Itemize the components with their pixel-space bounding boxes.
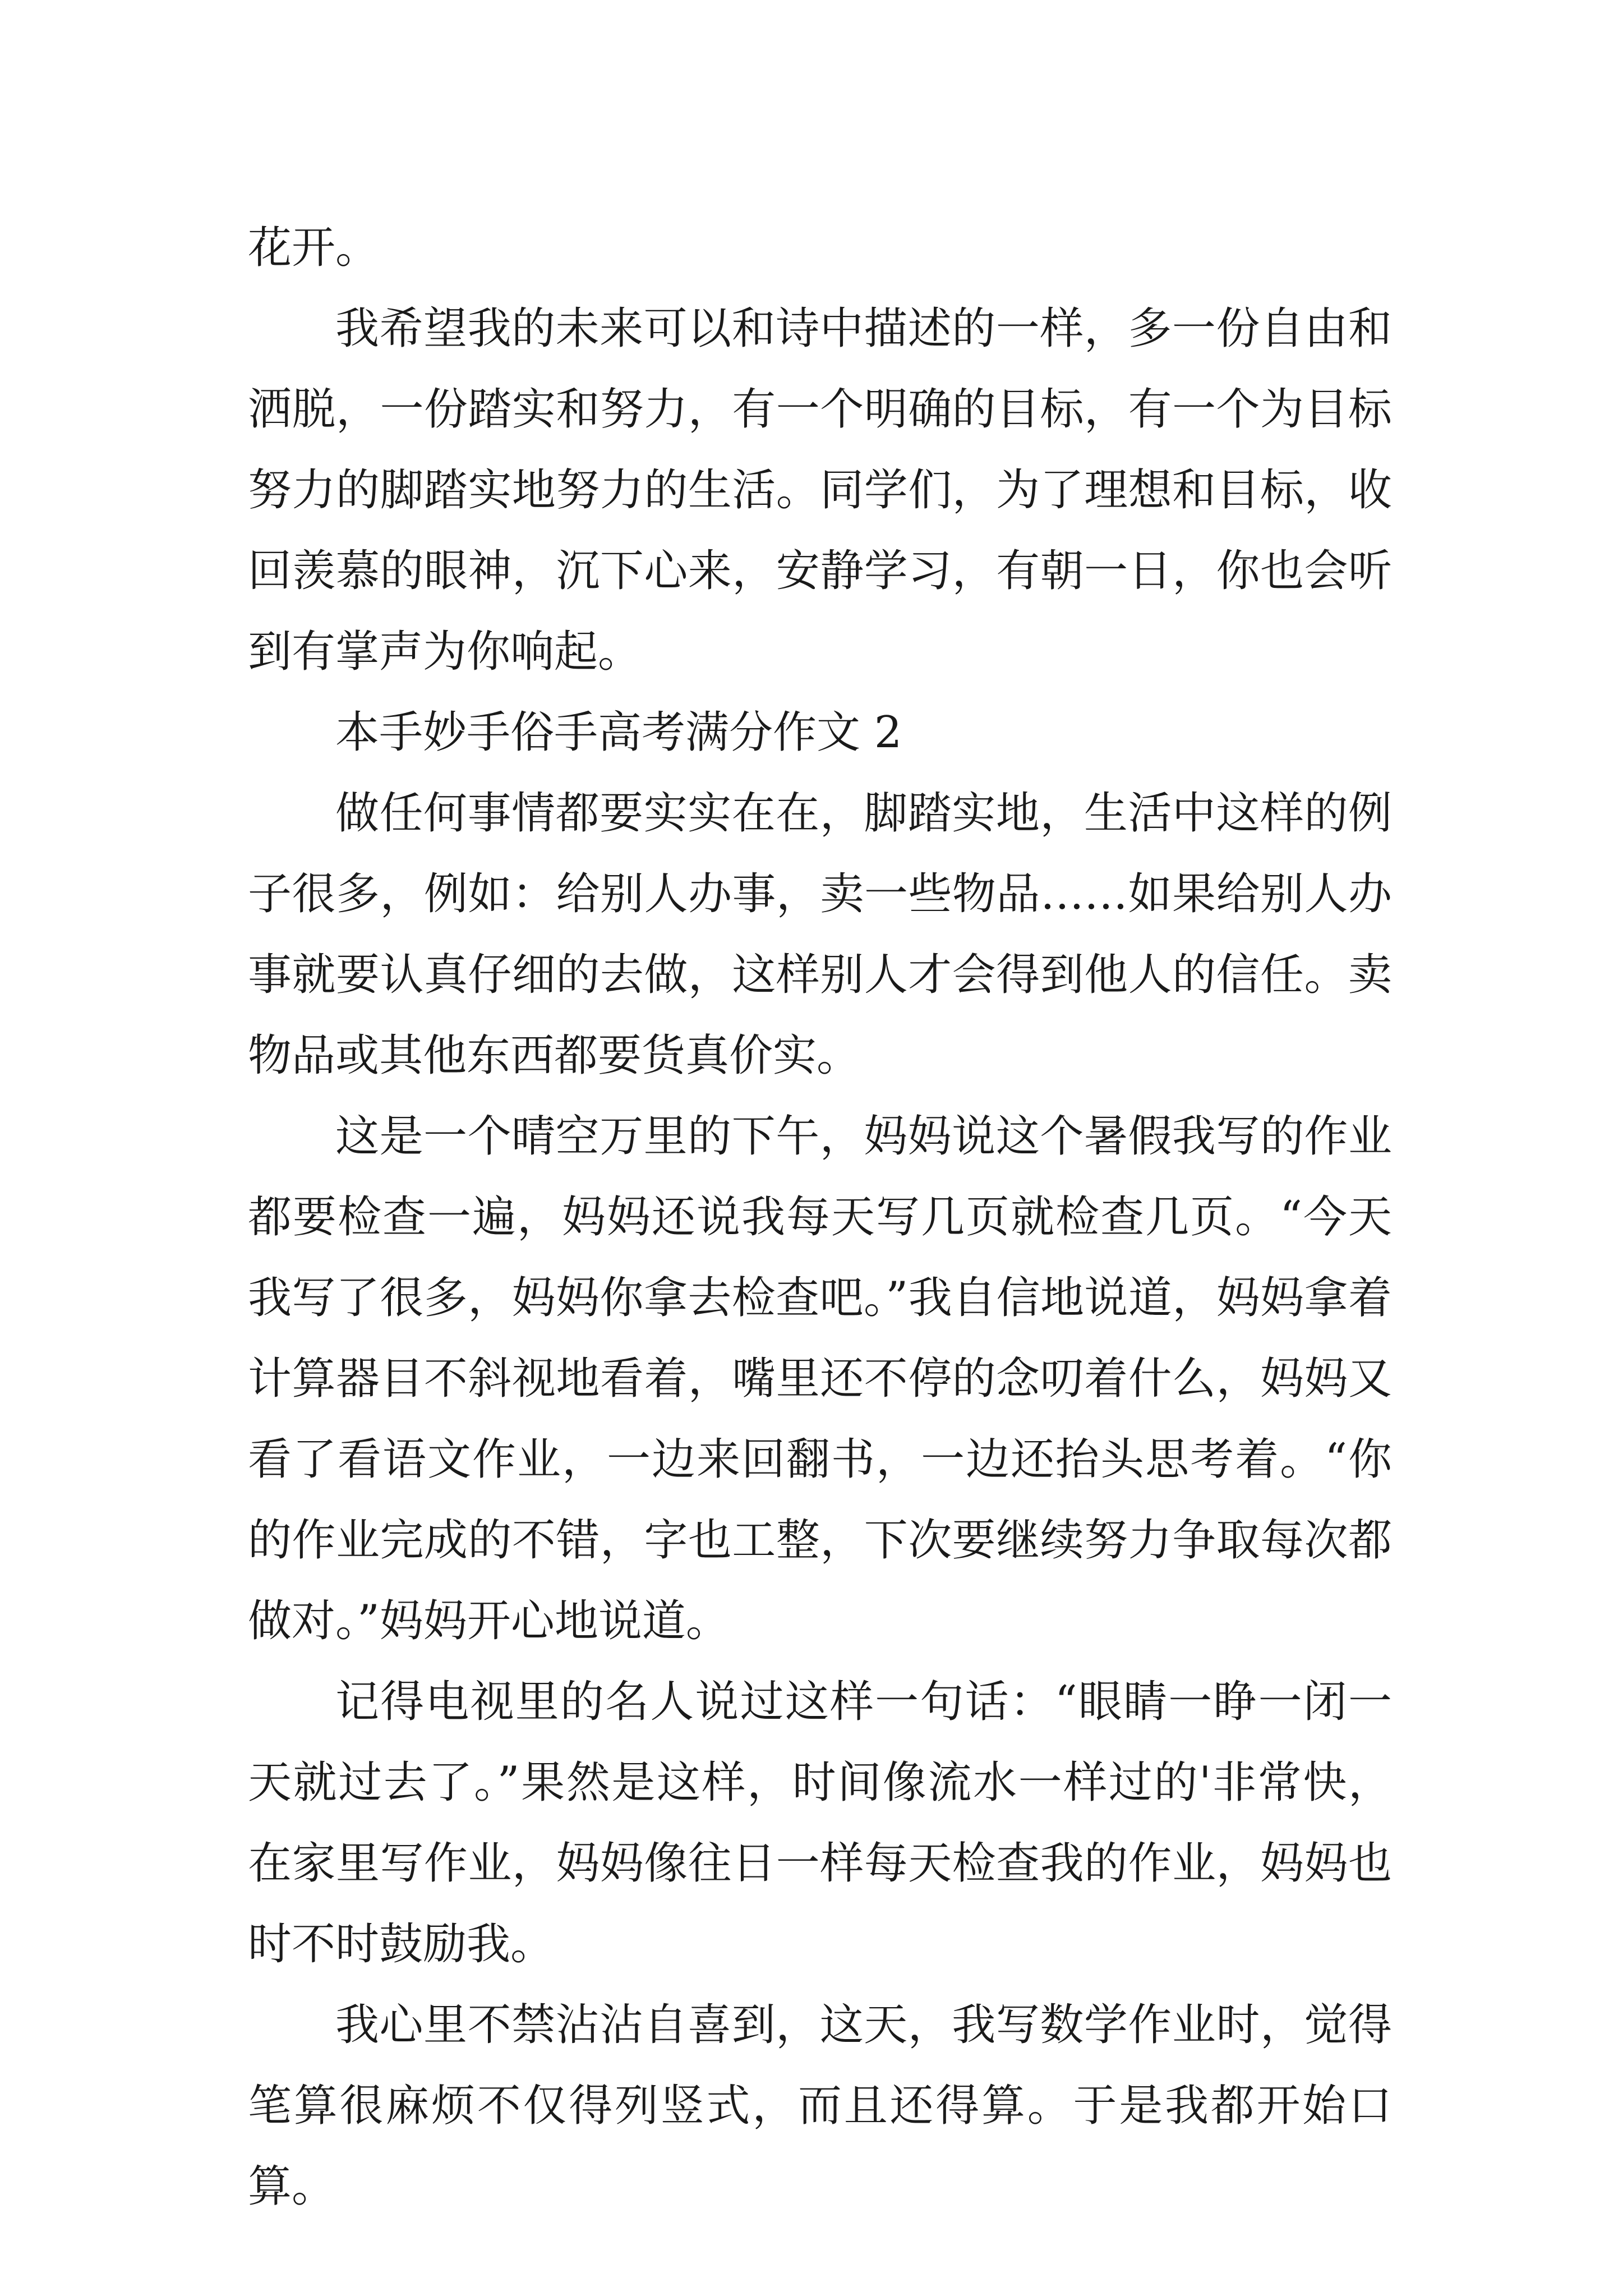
paragraph-continuation: 花开。: [248, 223, 380, 273]
paragraph-homework-check: 这是一个晴空万里的下午，妈妈说这个暑假我写的作业都要检查一遍，妈妈还说我每天写几页就检查几页。“今天我写了很多，妈妈你拿去检查吧。”我自信地说道，妈妈拿着计算器目不斜视地看着，嘴里还不停的念叨着什么，妈妈又看了看语文作业，一边来回翻书，一边还抬头思考着。“你的作业完成的不错，字也工整，下次要继续努力争取每次都做对。”妈妈开心地说道。: [248, 1111, 1392, 1646]
paragraph-mental-math: 我心里不禁沾沾自喜到，这天，我写数学作业时，觉得笔算很麻烦不仅得列竖式，而且还得算。于是我都开始口算。: [248, 2000, 1392, 2212]
paragraph-future-hope: 我希望我的未来可以和诗中描述的一样，多一份自由和洒脱，一份踏实和努力，有一个明确的目标，有一个为目标努力的脚踏实地努力的生活。同学们，为了理想和目标，收回羡慕的眼神，沉下心来，安静学习，有朝一日，你也会听到有掌声为你响起。: [248, 303, 1392, 677]
paragraph-down-to-earth: 做任何事情都要实实在在，脚踏实地，生活中这样的例子很多，例如：给别人办事，卖一些物品……如果给别人办事就要认真仔细的去做，这样别人才会得到他人的信任。卖物品或其他东西都要货真价实。: [248, 788, 1392, 1081]
essay-title: 本手妙手俗手高考满分作文 2: [335, 707, 902, 758]
document-page: [248, 208, 1392, 2227]
paragraph-time-flies: 记得电视里的名人说过这样一句话：“眼睛一睁一闭一天就过去了。”果然是这样，时间像流水一样过的'非常快，在家里写作业，妈妈像往日一样每天检查我的作业，妈妈也时不时鼓励我。: [248, 1677, 1392, 1970]
